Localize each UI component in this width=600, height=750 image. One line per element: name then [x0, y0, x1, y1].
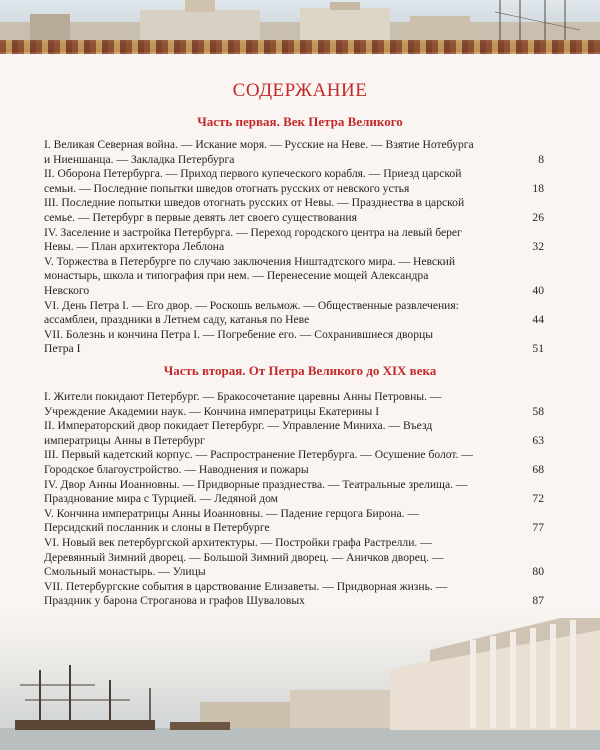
embankment-image	[0, 610, 600, 750]
page-number: 26	[532, 210, 544, 224]
toc-entry[interactable]	[44, 138, 544, 167]
entry-text-line: II. Императорский двор покидает Петербург. — Управление Миниха. — Въезд	[44, 419, 433, 433]
part-2-heading: Часть вторая. От Петра Великого до XIX века	[163, 363, 437, 378]
page-number: 72	[532, 492, 544, 506]
toc-entry[interactable]	[44, 390, 544, 419]
page-number: 40	[532, 283, 544, 297]
entry-text-line: VI. Новый век петербургской архитектуры. — Постройки графа Растрелли. —	[44, 535, 432, 549]
page-number: 80	[532, 565, 544, 579]
part-2-toc	[44, 390, 544, 638]
toc-entry[interactable]	[44, 580, 544, 609]
toc-entry[interactable]	[44, 536, 544, 580]
entry-text-line: V. Кончина императрицы Анны Иоанновны. — Падение герцога Бирона. —	[44, 506, 420, 520]
entry-text-line: IV. Заселение и застройка Петербурга. — Переход городского центра на левый берег	[44, 225, 462, 239]
entry-text-line: Петра I	[44, 342, 81, 356]
page-number: 63	[532, 433, 544, 447]
toc-entry[interactable]	[44, 448, 544, 477]
toc-entry[interactable]	[44, 167, 544, 196]
entry-text-line: монастырь, школа и типография при нем. — Перенесение мощей Александра	[44, 269, 429, 283]
entry-text-line: семье. — Петербург в первые девять лет своего существования	[44, 210, 357, 224]
toc-entry[interactable]	[44, 419, 544, 448]
entry-text-line: III. Первый кадетский корпус. — Распространение Петербурга. — Осушение болот. —	[44, 448, 474, 462]
entry-text-line: VII. Болезнь и кончина Петра I. — Погребение его. — Сохранившиеся дворцы	[44, 327, 433, 341]
entry-text-line: VII. Петербургские события в царствование Елизаветы. — Придворная жизнь. —	[44, 579, 448, 593]
entry-text-line: Персидский посланник и слоны в Петербурге	[44, 521, 270, 535]
entry-text-line: I. Великая Северная война. — Искание моря. — Русские на Неве. — Взятие Нотебурга	[44, 138, 474, 151]
entry-text-line: Учреждение Академии наук. — Кончина императрицы Екатерины I	[44, 404, 380, 418]
toc-entry[interactable]	[44, 478, 544, 507]
page-number: 8	[538, 152, 544, 166]
bottom-embankment-illustration	[0, 610, 600, 750]
entry-text-line: Городское благоустройство. — Наводнения и пожары	[44, 462, 309, 476]
ornamental-border	[0, 40, 600, 54]
toc-entry[interactable]	[44, 196, 544, 225]
entry-text-line: ассамблеи, праздники в Летнем саду, катанья по Неве	[44, 313, 310, 327]
entry-text-line: Деревянный Зимний дворец. — Большой Зимний дворец. — Аничков дворец. —	[44, 550, 444, 564]
page-number: 18	[532, 181, 544, 195]
entry-text-line: V. Торжества в Петербурге по случаю заключения Ништадтского мира. — Невский	[44, 254, 456, 268]
page-number: 68	[532, 462, 544, 476]
page-number: 32	[532, 240, 544, 254]
entry-text-line: III. Последние попытки шведов отогнать русских от Невы. — Празднества в царской	[44, 196, 465, 210]
entry-text-line: I. Жители покидают Петербург. — Бракосочетание царевны Анны Петровны. —	[44, 390, 442, 403]
entry-text-line: Праздник у барона Строганова и графов Шуваловых	[44, 594, 305, 608]
part-1-toc	[44, 138, 544, 357]
entry-text-line: и Ниеншанца. — Закладка Петербурга	[44, 152, 235, 166]
page-number: 87	[532, 594, 544, 608]
part-1-heading: Часть первая. Век Петра Великого	[197, 114, 403, 129]
toc-entry[interactable]	[44, 226, 544, 255]
toc-entry[interactable]	[44, 328, 544, 357]
entry-text-line: императрицы Анны в Петербург	[44, 433, 205, 447]
page-title: СОДЕРЖАНИЕ	[232, 80, 368, 101]
page-number: 44	[532, 313, 544, 327]
entry-text-line: Празднование мира с Турцией. — Ледяной дом	[44, 492, 279, 506]
contents-page	[30, 60, 570, 660]
page-number: 58	[532, 404, 544, 418]
entry-text-line: VI. День Петра I. — Его двор. — Роскошь вельмож. — Общественные развлечения:	[44, 298, 459, 312]
entry-text-line: семьи. — Последние попытки шведов отогнать русских от невского устья	[44, 181, 410, 195]
page-number: 51	[532, 342, 544, 356]
entry-text-line: Невы. — План архитектора Леблона	[44, 240, 225, 254]
toc-entry[interactable]	[44, 299, 544, 328]
entry-text-line: II. Оборона Петербурга. — Приход первого купеческого корабля. — Приезд царской	[44, 167, 462, 181]
entry-text-line: Смольный монастырь. — Улицы	[44, 565, 206, 579]
toc-entry[interactable]	[44, 255, 544, 299]
entry-text-line: Невского	[44, 283, 90, 297]
page-number: 77	[532, 521, 544, 535]
toc-entry[interactable]	[44, 507, 544, 536]
entry-text-line: IV. Двор Анны Иоанновны. — Придворные празднества. — Театральные зрелища. —	[44, 477, 468, 491]
